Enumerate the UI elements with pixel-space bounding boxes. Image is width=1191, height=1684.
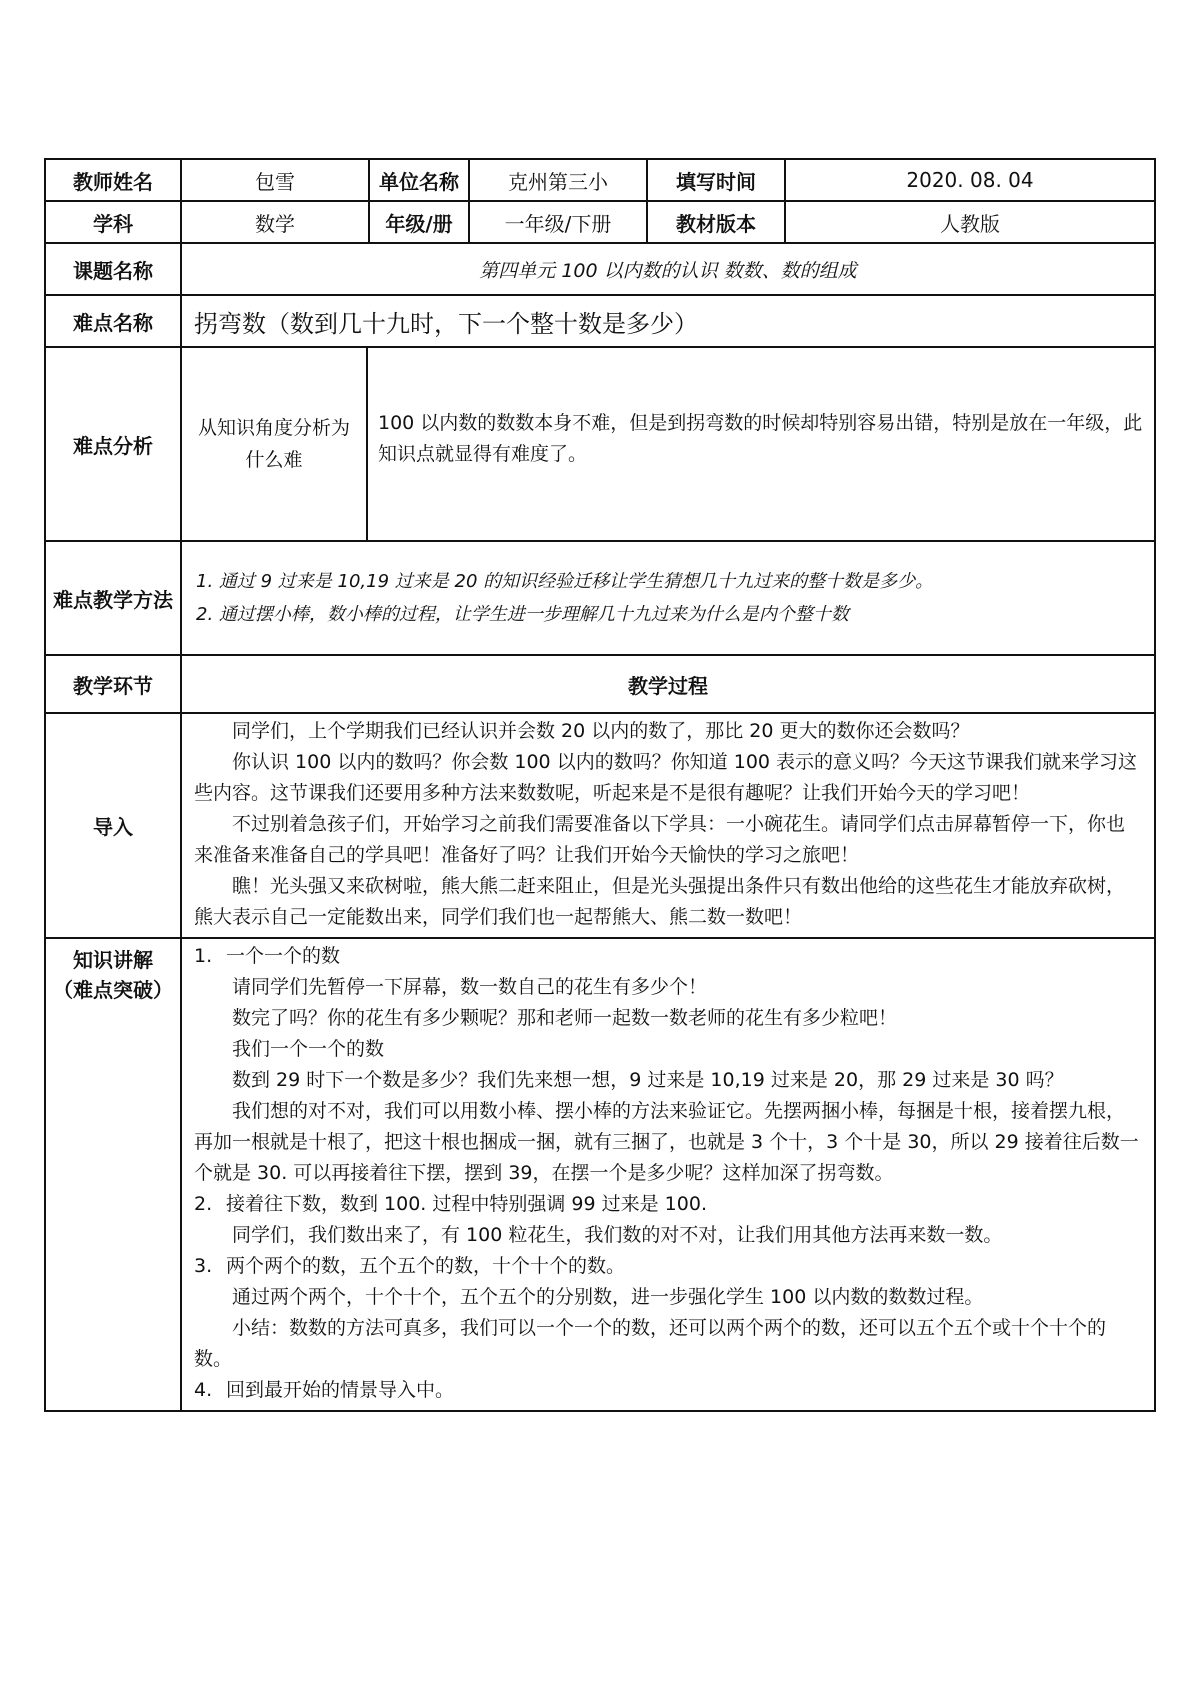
knowledge-line bbox=[194, 941, 1142, 972]
list-text: 一个一个的数 bbox=[226, 945, 341, 967]
knowledge-label-line2: （难点突破） bbox=[53, 978, 173, 1002]
knowledge-line: 数完了吗？你的花生有多少颗呢？那和老师一起数一数老师的花生有多少粒吧！ bbox=[232, 1007, 898, 1029]
intro-content bbox=[181, 713, 1155, 938]
unit-name-value: 克州第三小 bbox=[469, 159, 647, 201]
list-number: 4. bbox=[194, 1379, 213, 1401]
method-list bbox=[181, 541, 1155, 655]
difficulty-label: 难点名称 bbox=[45, 295, 181, 347]
list-text: 两个两个的数，五个五个的数，十个十个的数。 bbox=[226, 1255, 626, 1277]
subject-label: 学科 bbox=[45, 201, 181, 243]
fill-date-value: 2020. 08. 04 bbox=[785, 159, 1155, 201]
process-header-row bbox=[45, 655, 1155, 713]
knowledge-line: 我们一个一个的数 bbox=[232, 1038, 385, 1060]
knowledge-line: 我们想的对不对，我们可以用数小棒、摆小棒的方法来验证它。先摆两捆小棒，每捆是十根，接着摆九根，再加一根就是十根了，把这十根也捆成一捆，就有三捆了，也就是 3 个十，3 个十是 30，所以 29 接着往后数一个就是 30. 可以再接着往下摆，摆到 39，在摆一个是多少呢？这样加深了拐弯数。 bbox=[194, 1100, 1139, 1184]
knowledge-line: 通过两个两个，十个十个，五个五个的分别数，进一步强化学生 100 以内数的数数过程。 bbox=[232, 1286, 984, 1308]
method-label: 难点教学方法 bbox=[45, 541, 181, 655]
method-item: 2. 通过摆小棒，数小棒的过程，让学生进一步理解几十九过来为什么是内个整十数 bbox=[196, 604, 849, 625]
knowledge-line: 同学们，我们数出来了，有 100 粒花生，我们数的对不对，让我们用其他方法再来数一数。 bbox=[232, 1224, 1003, 1246]
method-item: 1. 通过 9 过来是 10,19 过来是 20 的知识经验迁移让学生猜想几十九过来的整十数是多少。 bbox=[196, 571, 934, 592]
knowledge-line bbox=[194, 1189, 1142, 1220]
knowledge-line bbox=[194, 1375, 1142, 1406]
knowledge-line: 数到 29 时下一个数是多少？我们先来想一想，9 过来是 10,19 过来是 20，那 29 过来是 30 吗？ bbox=[232, 1069, 1064, 1091]
fill-date-label: 填写时间 bbox=[647, 159, 785, 201]
knowledge-label bbox=[45, 938, 181, 1411]
knowledge-line: 请同学们先暂停一下屏幕，数一数自己的花生有多少个！ bbox=[232, 976, 708, 998]
topic-value: 第四单元 100 以内数的认识 数数、数的组成 bbox=[181, 243, 1155, 295]
list-number: 1. bbox=[194, 945, 213, 967]
process-header: 教学过程 bbox=[181, 655, 1155, 713]
intro-row bbox=[45, 713, 1155, 938]
analysis-label: 难点分析 bbox=[45, 347, 181, 541]
knowledge-line: 小结：数数的方法可真多，我们可以一个一个的数，还可以两个两个的数，还可以五个五个或十个十个的数。 bbox=[194, 1317, 1107, 1370]
teacher-name-value: 包雪 bbox=[181, 159, 369, 201]
analysis-row bbox=[45, 347, 1155, 541]
intro-paragraph: 瞧！光头强又来砍树啦，熊大熊二赶来阻止，但是光头强提出条件只有数出他给的这些花生才能放弃砍树，熊大表示自己一定能数出来，同学们我们也一起帮熊大、熊二数一数吧！ bbox=[194, 875, 1126, 928]
analysis-sub-label: 从知识角度分析为什么难 bbox=[181, 347, 367, 541]
list-number: 3. bbox=[194, 1255, 213, 1277]
edition-label: 教材版本 bbox=[647, 201, 785, 243]
info-row-1 bbox=[45, 159, 1155, 201]
lesson-plan-form bbox=[44, 158, 1154, 1412]
knowledge-content bbox=[181, 938, 1155, 1411]
info-row-2 bbox=[45, 201, 1155, 243]
subject-value: 数学 bbox=[181, 201, 369, 243]
intro-paragraph: 同学们，上个学期我们已经认识并会数 20 以内的数了，那比 20 更大的数你还会数吗？ bbox=[232, 720, 970, 742]
knowledge-label-line1: 知识讲解 bbox=[73, 948, 153, 972]
lesson-table bbox=[44, 158, 1156, 1412]
difficulty-row bbox=[45, 295, 1155, 347]
list-text: 接着往下数，数到 100. 过程中特别强调 99 过来是 100. bbox=[226, 1193, 707, 1215]
intro-paragraph: 你认识 100 以内的数吗？你会数 100 以内的数吗？你知道 100 表示的意义吗？今天这节课我们就来学习这些内容。这节课我们还要用多种方法来数数呢，听起来是不是很有趣呢？让我们开始今天的学习吧！ bbox=[194, 751, 1138, 804]
list-text: 回到最开始的情景导入中。 bbox=[226, 1379, 455, 1401]
grade-value: 一年级/下册 bbox=[469, 201, 647, 243]
edition-value: 人教版 bbox=[785, 201, 1155, 243]
stage-header: 教学环节 bbox=[45, 655, 181, 713]
teacher-name-label: 教师姓名 bbox=[45, 159, 181, 201]
grade-label: 年级/册 bbox=[369, 201, 469, 243]
topic-row bbox=[45, 243, 1155, 295]
intro-label: 导入 bbox=[45, 713, 181, 938]
knowledge-row bbox=[45, 938, 1155, 1411]
unit-name-label: 单位名称 bbox=[369, 159, 469, 201]
method-row bbox=[45, 541, 1155, 655]
intro-paragraph: 不过别着急孩子们，开始学习之前我们需要准备以下学具：一小碗花生。请同学们点击屏幕暂停一下，你也来准备来准备自己的学具吧！准备好了吗？让我们开始今天愉快的学习之旅吧！ bbox=[194, 813, 1126, 866]
difficulty-value: 拐弯数（数到几十九时，下一个整十数是多少） bbox=[181, 295, 1155, 347]
list-number: 2. bbox=[194, 1193, 213, 1215]
topic-label: 课题名称 bbox=[45, 243, 181, 295]
analysis-text: 100 以内数的数数本身不难，但是到拐弯数的时候却特别容易出错，特别是放在一年级，此知识点就显得有难度了。 bbox=[367, 347, 1155, 541]
knowledge-line bbox=[194, 1251, 1142, 1282]
